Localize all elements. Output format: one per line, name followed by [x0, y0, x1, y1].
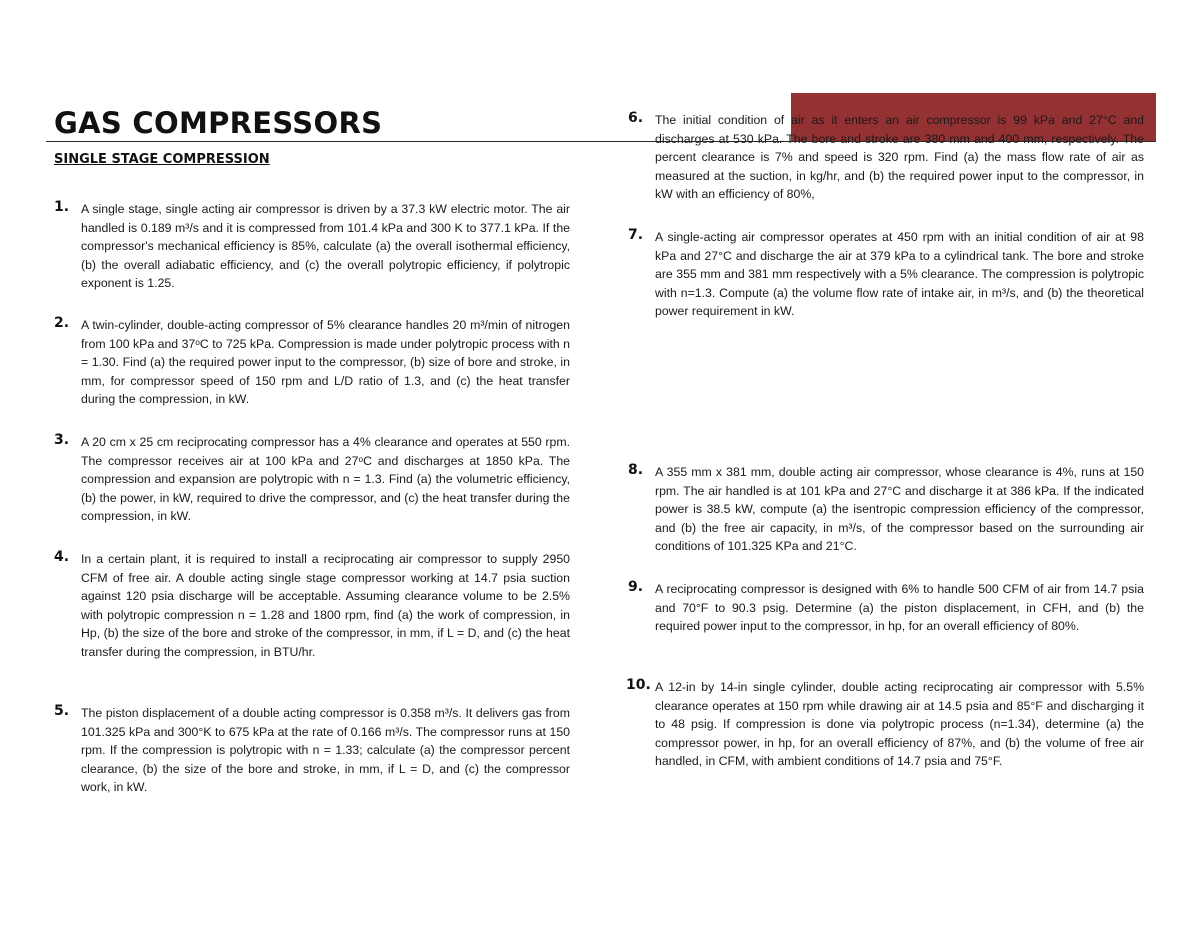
problem-2	[50, 316, 570, 409]
problem-text: A 12-in by 14-in single cylinder, double acting reciprocating air compressor with 5.5% clearance operates at 150 rpm while drawing air at 14.5 psia and 85°F and discharging it to 48 psig. If compression is done via polytropic process (n=1.34), determine (a) the compressor power, in hp, for an overall efficiency of 87%, and (b) the volume of free air handled, in CFM, with ambient conditions of 14.7 psia and 75°F.	[655, 680, 1144, 769]
problem-text: A single stage, single acting air compressor is driven by a 37.3 kW electric motor. The air handled is 0.189 m³/s and it is compressed from 101.4 kPa and 300 K to 377.1 kPa. If the compressor's mechanical efficiency is 85%, calculate (a) the overall isothermal efficiency, (b) the overall adiabatic efficiency, and (c) the overall polytropic efficiency, if polytropic exponent is 1.25.	[81, 202, 570, 291]
problem-text: A single-acting air compressor operates at 450 rpm with an initial condition of air at 98 kPa and 27°C and discharge the air at 379 kPa to a cylindrical tank. The bore and stroke are 355 mm and 381 mm respectively with a 5% clearance. The compression is polytropic with n=1.3. Compute (a) the volume flow rate of intake air, in m³/s, and (b) the theoretical power requirement in kW.	[655, 230, 1144, 319]
problem-number: 8.	[628, 462, 644, 478]
problem-number: 4.	[54, 549, 70, 565]
problem-9	[624, 580, 1144, 636]
problem-1	[50, 200, 570, 293]
problem-number: 5.	[54, 703, 70, 719]
problem-number: 2.	[54, 315, 70, 331]
problem-7	[624, 228, 1144, 321]
section-heading: SINGLE STAGE COMPRESSION	[54, 152, 270, 167]
problem-3	[50, 433, 570, 526]
problem-text: In a certain plant, it is required to install a reciprocating air compressor to supply 2950 CFM of free air. A double acting single stage compressor working at 14.7 psia suction against 120 psia discharge will be acceptable. Assuming clearance volume to be 2.5% with polytropic compression n = 1.28 and 1800 rpm, find (a) the work of compression, in Hp, (b) the size of the bore and stroke of the compressor, in mm, if L = D, and (c) the heat transfer during the compression, in BTU/hr.	[81, 552, 570, 659]
problem-number: 6.	[628, 110, 644, 126]
problem-number: 10.	[626, 677, 651, 693]
page-title: GAS COMPRESSORS	[54, 106, 383, 140]
problem-6	[624, 111, 1144, 204]
problem-text: A 355 mm x 381 mm, double acting air compressor, whose clearance is 4%, runs at 150 rpm. The air handled is at 101 kPa and 27°C and discharge it at 386 kPa. If the indicated power is 38.5 kW, compute (a) the isentropic compression efficiency of the compressor, and (b) the free air capacity, in m³/s, of the compressor based on the surrounding air conditions of 101.325 KPa and 21°C.	[655, 465, 1144, 554]
problem-text: A reciprocating compressor is designed with 6% to handle 500 CFM of air from 14.7 psia and 70°F to 90.3 psig. Determine (a) the piston displacement, in CFH, and (b) the required power input to the compressor, in hp, for an overall efficiency of 80%.	[655, 582, 1144, 634]
problem-number: 7.	[628, 227, 644, 243]
problem-number: 3.	[54, 432, 70, 448]
problem-text: A twin-cylinder, double-acting compressor of 5% clearance handles 20 m³/min of nitrogen from 100 kPa and 37ᵒC to 725 kPa. Compression is made under polytropic process with n = 1.30. Find (a) the required power input to the compressor, (b) size of bore and stroke, in mm, for compressor speed of 150 rpm and L/D ratio of 1.3, and (c) the heat transfer during the compression, in kW.	[81, 318, 570, 407]
problem-number: 9.	[628, 579, 644, 595]
problem-text: The initial condition of air as it enters an air compressor is 99 kPa and 27°C and discharges at 530 kPa. The bore and stroke are 380 mm and 400 mm, respectively. The percent clearance is 7% and speed is 320 rpm. Find (a) the mass flow rate of air as measured at the suction, in kg/hr, and (b) the required power input to the compressor, in kW with an efficiency of 80%,	[655, 113, 1144, 202]
problem-8	[624, 463, 1144, 556]
problem-text: A 20 cm x 25 cm reciprocating compressor has a 4% clearance and operates at 550 rpm. The compressor receives air at 100 kPa and 27ᵒC and discharges at 1850 kPa. The compression and expansion are polytropic with n = 1.3. Find (a) the volumetric efficiency, (b) the power, in kW, required to drive the compressor, and (c) the heat transfer during the compression, in kW.	[81, 435, 570, 524]
problem-number: 1.	[54, 199, 70, 215]
problem-10	[624, 678, 1144, 771]
problem-4	[50, 550, 570, 662]
problem-5	[50, 704, 570, 797]
problem-text: The piston displacement of a double acting compressor is 0.358 m³/s. It delivers gas from 101.325 kPa and 300°K to 675 kPa at the rate of 0.166 m³/s. The compressor runs at 150 rpm. If the compression is polytropic with n = 1.33; calculate (a) the compressor percent clearance, (b) the size of the bore and stroke, in mm, if L = D, and (c) the compressor work, in kW.	[81, 706, 570, 795]
